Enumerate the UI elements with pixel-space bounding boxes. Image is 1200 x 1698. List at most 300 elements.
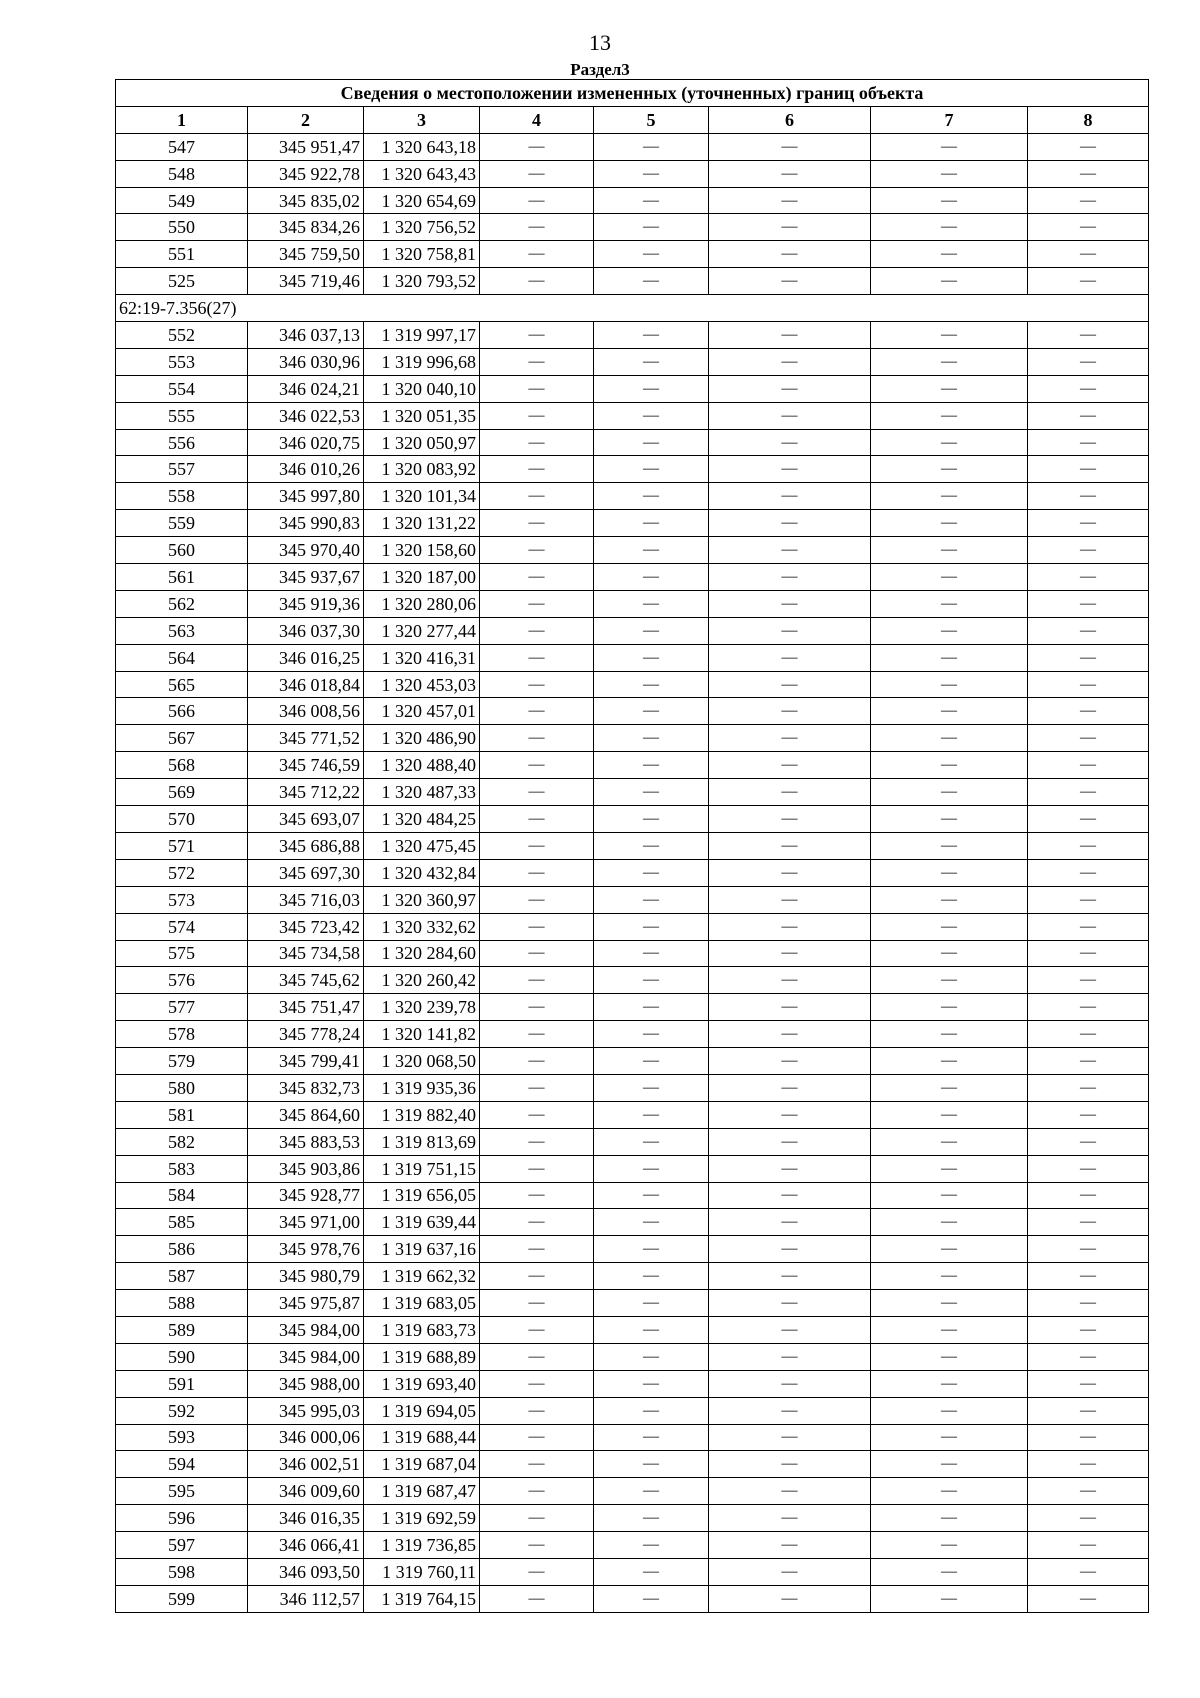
y-coordinate-cell: 1 319 688,44 xyxy=(364,1424,480,1451)
point-number-cell: 586 xyxy=(116,1236,248,1263)
y-coordinate-cell: 1 320 756,52 xyxy=(364,214,480,241)
empty-value-dash: — xyxy=(709,1101,871,1128)
empty-value-dash: — xyxy=(871,1048,1028,1075)
empty-value-dash: — xyxy=(1028,1263,1149,1290)
x-coordinate-cell: 345 980,79 xyxy=(248,1263,364,1290)
point-number-cell: 564 xyxy=(116,644,248,671)
point-number-cell: 570 xyxy=(116,806,248,833)
empty-value-dash: — xyxy=(594,456,709,483)
empty-value-dash: — xyxy=(709,859,871,886)
empty-value-dash: — xyxy=(709,832,871,859)
empty-value-dash: — xyxy=(1028,913,1149,940)
x-coordinate-cell: 345 903,86 xyxy=(248,1155,364,1182)
table-row xyxy=(116,1558,1149,1585)
empty-value-dash: — xyxy=(480,913,594,940)
y-coordinate-cell: 1 320 101,34 xyxy=(364,483,480,510)
x-coordinate-cell: 345 834,26 xyxy=(248,214,364,241)
empty-value-dash: — xyxy=(709,537,871,564)
y-coordinate-cell: 1 319 687,04 xyxy=(364,1451,480,1478)
empty-value-dash: — xyxy=(480,644,594,671)
empty-value-dash: — xyxy=(1028,1585,1149,1612)
table-row xyxy=(116,456,1149,483)
empty-value-dash: — xyxy=(1028,348,1149,375)
table-row xyxy=(116,644,1149,671)
y-coordinate-cell: 1 320 487,33 xyxy=(364,779,480,806)
table-row xyxy=(116,832,1149,859)
empty-value-dash: — xyxy=(594,832,709,859)
empty-value-dash: — xyxy=(480,241,594,268)
x-coordinate-cell: 346 020,75 xyxy=(248,429,364,456)
point-number-cell: 565 xyxy=(116,671,248,698)
empty-value-dash: — xyxy=(594,1263,709,1290)
empty-value-dash: — xyxy=(594,1048,709,1075)
empty-value-dash: — xyxy=(871,1155,1028,1182)
empty-value-dash: — xyxy=(709,725,871,752)
y-coordinate-cell: 1 320 083,92 xyxy=(364,456,480,483)
empty-value-dash: — xyxy=(709,590,871,617)
y-coordinate-cell: 1 320 280,06 xyxy=(364,590,480,617)
point-number-cell: 579 xyxy=(116,1048,248,1075)
y-coordinate-cell: 1 320 360,97 xyxy=(364,886,480,913)
table-body xyxy=(116,133,1149,1612)
empty-value-dash: — xyxy=(871,187,1028,214)
y-coordinate-cell: 1 319 935,36 xyxy=(364,1074,480,1101)
empty-value-dash: — xyxy=(480,1478,594,1505)
point-number-cell: 576 xyxy=(116,967,248,994)
x-coordinate-cell: 346 008,56 xyxy=(248,698,364,725)
table-row xyxy=(116,1505,1149,1532)
point-number-cell: 594 xyxy=(116,1451,248,1478)
empty-value-dash: — xyxy=(594,1290,709,1317)
empty-value-dash: — xyxy=(1028,967,1149,994)
empty-value-dash: — xyxy=(709,1316,871,1343)
empty-value-dash: — xyxy=(594,160,709,187)
empty-value-dash: — xyxy=(709,1343,871,1370)
y-coordinate-cell: 1 319 662,32 xyxy=(364,1263,480,1290)
point-number-cell: 572 xyxy=(116,859,248,886)
y-coordinate-cell: 1 320 416,31 xyxy=(364,644,480,671)
y-coordinate-cell: 1 320 187,00 xyxy=(364,564,480,591)
table-row xyxy=(116,1128,1149,1155)
empty-value-dash: — xyxy=(871,1021,1028,1048)
table-row xyxy=(116,725,1149,752)
point-number-cell: 597 xyxy=(116,1532,248,1559)
empty-value-dash: — xyxy=(709,940,871,967)
empty-value-dash: — xyxy=(480,1290,594,1317)
y-coordinate-cell: 1 319 996,68 xyxy=(364,348,480,375)
y-coordinate-cell: 1 320 051,35 xyxy=(364,402,480,429)
y-coordinate-cell: 1 320 643,18 xyxy=(364,133,480,160)
empty-value-dash: — xyxy=(1028,1155,1149,1182)
empty-value-dash: — xyxy=(1028,1236,1149,1263)
empty-value-dash: — xyxy=(871,322,1028,349)
y-coordinate-cell: 1 320 793,52 xyxy=(364,268,480,295)
empty-value-dash: — xyxy=(480,617,594,644)
empty-value-dash: — xyxy=(480,698,594,725)
point-number-cell: 551 xyxy=(116,241,248,268)
empty-value-dash: — xyxy=(594,725,709,752)
empty-value-dash: — xyxy=(594,1585,709,1612)
table-row xyxy=(116,752,1149,779)
empty-value-dash: — xyxy=(1028,806,1149,833)
empty-value-dash: — xyxy=(1028,1505,1149,1532)
point-number-cell: 569 xyxy=(116,779,248,806)
empty-value-dash: — xyxy=(871,1505,1028,1532)
y-coordinate-cell: 1 320 068,50 xyxy=(364,1048,480,1075)
empty-value-dash: — xyxy=(1028,617,1149,644)
empty-value-dash: — xyxy=(709,671,871,698)
x-coordinate-cell: 345 751,47 xyxy=(248,994,364,1021)
empty-value-dash: — xyxy=(594,617,709,644)
empty-value-dash: — xyxy=(871,456,1028,483)
empty-value-dash: — xyxy=(594,994,709,1021)
x-coordinate-cell: 346 018,84 xyxy=(248,671,364,698)
boundary-coordinates-table xyxy=(115,79,1149,1613)
empty-value-dash: — xyxy=(709,1424,871,1451)
empty-value-dash: — xyxy=(480,1182,594,1209)
point-number-cell: 596 xyxy=(116,1505,248,1532)
y-coordinate-cell: 1 320 643,43 xyxy=(364,160,480,187)
empty-value-dash: — xyxy=(871,940,1028,967)
point-number-cell: 525 xyxy=(116,268,248,295)
empty-value-dash: — xyxy=(480,886,594,913)
empty-value-dash: — xyxy=(871,1451,1028,1478)
table-row xyxy=(116,1048,1149,1075)
empty-value-dash: — xyxy=(709,1236,871,1263)
empty-value-dash: — xyxy=(709,617,871,644)
empty-value-dash: — xyxy=(594,698,709,725)
empty-value-dash: — xyxy=(1028,698,1149,725)
column-number: 7 xyxy=(871,106,1028,133)
y-coordinate-cell: 1 319 997,17 xyxy=(364,322,480,349)
point-number-cell: 554 xyxy=(116,375,248,402)
table-row xyxy=(116,214,1149,241)
empty-value-dash: — xyxy=(871,1290,1028,1317)
empty-value-dash: — xyxy=(709,375,871,402)
table-row xyxy=(116,348,1149,375)
table-row xyxy=(116,886,1149,913)
empty-value-dash: — xyxy=(871,1316,1028,1343)
point-number-cell: 559 xyxy=(116,510,248,537)
empty-value-dash: — xyxy=(871,994,1028,1021)
x-coordinate-cell: 345 970,40 xyxy=(248,537,364,564)
empty-value-dash: — xyxy=(594,671,709,698)
empty-value-dash: — xyxy=(480,456,594,483)
empty-value-dash: — xyxy=(594,1182,709,1209)
point-number-cell: 595 xyxy=(116,1478,248,1505)
empty-value-dash: — xyxy=(480,1048,594,1075)
point-number-cell: 589 xyxy=(116,1316,248,1343)
table-row xyxy=(116,160,1149,187)
point-number-cell: 583 xyxy=(116,1155,248,1182)
x-coordinate-cell: 345 995,03 xyxy=(248,1397,364,1424)
y-coordinate-cell: 1 319 751,15 xyxy=(364,1155,480,1182)
table-row xyxy=(116,429,1149,456)
empty-value-dash: — xyxy=(594,1505,709,1532)
page-number: 13 xyxy=(589,30,611,55)
empty-value-dash: — xyxy=(480,859,594,886)
empty-value-dash: — xyxy=(1028,429,1149,456)
y-coordinate-cell: 1 320 332,62 xyxy=(364,913,480,940)
x-coordinate-cell: 346 016,35 xyxy=(248,1505,364,1532)
empty-value-dash: — xyxy=(709,241,871,268)
empty-value-dash: — xyxy=(709,1182,871,1209)
table-row xyxy=(116,671,1149,698)
y-coordinate-cell: 1 320 432,84 xyxy=(364,859,480,886)
empty-value-dash: — xyxy=(1028,241,1149,268)
empty-value-dash: — xyxy=(1028,1074,1149,1101)
point-number-cell: 577 xyxy=(116,994,248,1021)
table-caption: Сведения о местоположении измененных (уточненных) границ объекта xyxy=(116,80,1149,107)
empty-value-dash: — xyxy=(594,1128,709,1155)
table-row xyxy=(116,1343,1149,1370)
empty-value-dash: — xyxy=(1028,590,1149,617)
empty-value-dash: — xyxy=(1028,510,1149,537)
point-number-cell: 552 xyxy=(116,322,248,349)
empty-value-dash: — xyxy=(480,1532,594,1559)
empty-value-dash: — xyxy=(709,268,871,295)
x-coordinate-cell: 345 978,76 xyxy=(248,1236,364,1263)
y-coordinate-cell: 1 320 141,82 xyxy=(364,1021,480,1048)
table-row xyxy=(116,940,1149,967)
empty-value-dash: — xyxy=(871,1558,1028,1585)
point-number-cell: 548 xyxy=(116,160,248,187)
empty-value-dash: — xyxy=(709,752,871,779)
column-number: 1 xyxy=(116,106,248,133)
empty-value-dash: — xyxy=(1028,644,1149,671)
y-coordinate-cell: 1 320 488,40 xyxy=(364,752,480,779)
empty-value-dash: — xyxy=(871,1532,1028,1559)
empty-value-dash: — xyxy=(871,1478,1028,1505)
empty-value-dash: — xyxy=(594,510,709,537)
y-coordinate-cell: 1 320 654,69 xyxy=(364,187,480,214)
empty-value-dash: — xyxy=(480,590,594,617)
empty-value-dash: — xyxy=(709,1074,871,1101)
table-row xyxy=(116,1316,1149,1343)
empty-value-dash: — xyxy=(1028,671,1149,698)
y-coordinate-cell: 1 320 484,25 xyxy=(364,806,480,833)
empty-value-dash: — xyxy=(594,1155,709,1182)
group-title: 62:19-7.356(27) xyxy=(116,295,1149,322)
empty-value-dash: — xyxy=(1028,1209,1149,1236)
x-coordinate-cell: 346 093,50 xyxy=(248,1558,364,1585)
x-coordinate-cell: 346 016,25 xyxy=(248,644,364,671)
empty-value-dash: — xyxy=(871,348,1028,375)
empty-value-dash: — xyxy=(1028,133,1149,160)
empty-value-dash: — xyxy=(871,241,1028,268)
x-coordinate-cell: 345 990,83 xyxy=(248,510,364,537)
x-coordinate-cell: 345 975,87 xyxy=(248,1290,364,1317)
x-coordinate-cell: 345 984,00 xyxy=(248,1316,364,1343)
empty-value-dash: — xyxy=(480,806,594,833)
y-coordinate-cell: 1 319 882,40 xyxy=(364,1101,480,1128)
empty-value-dash: — xyxy=(594,806,709,833)
column-number: 2 xyxy=(248,106,364,133)
empty-value-dash: — xyxy=(1028,1101,1149,1128)
empty-value-dash: — xyxy=(871,698,1028,725)
empty-value-dash: — xyxy=(480,133,594,160)
y-coordinate-cell: 1 319 683,05 xyxy=(364,1290,480,1317)
empty-value-dash: — xyxy=(709,160,871,187)
empty-value-dash: — xyxy=(709,886,871,913)
empty-value-dash: — xyxy=(709,133,871,160)
empty-value-dash: — xyxy=(480,160,594,187)
empty-value-dash: — xyxy=(1028,322,1149,349)
table-row xyxy=(116,1155,1149,1182)
x-coordinate-cell: 345 697,30 xyxy=(248,859,364,886)
empty-value-dash: — xyxy=(594,537,709,564)
x-coordinate-cell: 345 951,47 xyxy=(248,133,364,160)
empty-value-dash: — xyxy=(709,1532,871,1559)
empty-value-dash: — xyxy=(594,1532,709,1559)
x-coordinate-cell: 345 745,62 xyxy=(248,967,364,994)
point-number-cell: 563 xyxy=(116,617,248,644)
empty-value-dash: — xyxy=(480,1424,594,1451)
empty-value-dash: — xyxy=(480,671,594,698)
empty-value-dash: — xyxy=(594,644,709,671)
empty-value-dash: — xyxy=(1028,214,1149,241)
empty-value-dash: — xyxy=(594,1209,709,1236)
point-number-cell: 561 xyxy=(116,564,248,591)
empty-value-dash: — xyxy=(709,1558,871,1585)
empty-value-dash: — xyxy=(709,214,871,241)
empty-value-dash: — xyxy=(480,537,594,564)
empty-value-dash: — xyxy=(1028,1451,1149,1478)
x-coordinate-cell: 345 723,42 xyxy=(248,913,364,940)
empty-value-dash: — xyxy=(871,671,1028,698)
x-coordinate-cell: 345 778,24 xyxy=(248,1021,364,1048)
point-number-cell: 555 xyxy=(116,402,248,429)
empty-value-dash: — xyxy=(480,564,594,591)
empty-value-dash: — xyxy=(709,1370,871,1397)
empty-value-dash: — xyxy=(871,1263,1028,1290)
table-row xyxy=(116,698,1149,725)
empty-value-dash: — xyxy=(594,1370,709,1397)
column-number: 3 xyxy=(364,106,480,133)
table-row xyxy=(116,590,1149,617)
y-coordinate-cell: 1 320 239,78 xyxy=(364,994,480,1021)
x-coordinate-cell: 345 835,02 xyxy=(248,187,364,214)
empty-value-dash: — xyxy=(1028,187,1149,214)
x-coordinate-cell: 345 799,41 xyxy=(248,1048,364,1075)
empty-value-dash: — xyxy=(480,994,594,1021)
empty-value-dash: — xyxy=(594,752,709,779)
empty-value-dash: — xyxy=(871,886,1028,913)
x-coordinate-cell: 345 984,00 xyxy=(248,1343,364,1370)
empty-value-dash: — xyxy=(594,322,709,349)
empty-value-dash: — xyxy=(709,456,871,483)
empty-value-dash: — xyxy=(709,1505,871,1532)
empty-value-dash: — xyxy=(871,429,1028,456)
empty-value-dash: — xyxy=(871,402,1028,429)
empty-value-dash: — xyxy=(594,859,709,886)
empty-value-dash: — xyxy=(1028,779,1149,806)
table-row xyxy=(116,1397,1149,1424)
column-number: 8 xyxy=(1028,106,1149,133)
point-number-cell: 553 xyxy=(116,348,248,375)
column-number-row xyxy=(116,106,1149,133)
empty-value-dash: — xyxy=(709,348,871,375)
point-number-cell: 566 xyxy=(116,698,248,725)
group-header-row xyxy=(116,295,1149,322)
empty-value-dash: — xyxy=(1028,1532,1149,1559)
empty-value-dash: — xyxy=(480,322,594,349)
empty-value-dash: — xyxy=(480,1021,594,1048)
point-number-cell: 598 xyxy=(116,1558,248,1585)
y-coordinate-cell: 1 320 050,97 xyxy=(364,429,480,456)
point-number-cell: 558 xyxy=(116,483,248,510)
y-coordinate-cell: 1 320 486,90 xyxy=(364,725,480,752)
empty-value-dash: — xyxy=(594,429,709,456)
empty-value-dash: — xyxy=(709,779,871,806)
empty-value-dash: — xyxy=(1028,1128,1149,1155)
empty-value-dash: — xyxy=(709,429,871,456)
empty-value-dash: — xyxy=(871,832,1028,859)
point-number-cell: 590 xyxy=(116,1343,248,1370)
empty-value-dash: — xyxy=(594,779,709,806)
point-number-cell: 599 xyxy=(116,1585,248,1612)
empty-value-dash: — xyxy=(871,1074,1028,1101)
table-row xyxy=(116,483,1149,510)
table-caption-row xyxy=(116,80,1149,107)
point-number-cell: 567 xyxy=(116,725,248,752)
empty-value-dash: — xyxy=(871,510,1028,537)
x-coordinate-cell: 345 988,00 xyxy=(248,1370,364,1397)
x-coordinate-cell: 346 022,53 xyxy=(248,402,364,429)
empty-value-dash: — xyxy=(709,1128,871,1155)
empty-value-dash: — xyxy=(871,779,1028,806)
empty-value-dash: — xyxy=(1028,1370,1149,1397)
empty-value-dash: — xyxy=(594,187,709,214)
x-coordinate-cell: 345 997,80 xyxy=(248,483,364,510)
y-coordinate-cell: 1 320 260,42 xyxy=(364,967,480,994)
empty-value-dash: — xyxy=(871,1182,1028,1209)
table-row xyxy=(116,1478,1149,1505)
table-row xyxy=(116,537,1149,564)
empty-value-dash: — xyxy=(1028,564,1149,591)
empty-value-dash: — xyxy=(480,1505,594,1532)
empty-value-dash: — xyxy=(594,1478,709,1505)
x-coordinate-cell: 346 112,57 xyxy=(248,1585,364,1612)
empty-value-dash: — xyxy=(871,725,1028,752)
empty-value-dash: — xyxy=(1028,940,1149,967)
empty-value-dash: — xyxy=(594,133,709,160)
empty-value-dash: — xyxy=(709,698,871,725)
point-number-cell: 562 xyxy=(116,590,248,617)
table-row xyxy=(116,1101,1149,1128)
empty-value-dash: — xyxy=(1028,725,1149,752)
table-row xyxy=(116,1021,1149,1048)
y-coordinate-cell: 1 319 694,05 xyxy=(364,1397,480,1424)
empty-value-dash: — xyxy=(594,375,709,402)
empty-value-dash: — xyxy=(480,1074,594,1101)
empty-value-dash: — xyxy=(709,1021,871,1048)
x-coordinate-cell: 346 066,41 xyxy=(248,1532,364,1559)
empty-value-dash: — xyxy=(594,1236,709,1263)
empty-value-dash: — xyxy=(709,483,871,510)
empty-value-dash: — xyxy=(871,1585,1028,1612)
empty-value-dash: — xyxy=(871,1397,1028,1424)
y-coordinate-cell: 1 319 736,85 xyxy=(364,1532,480,1559)
x-coordinate-cell: 346 009,60 xyxy=(248,1478,364,1505)
x-coordinate-cell: 345 716,03 xyxy=(248,886,364,913)
empty-value-dash: — xyxy=(709,806,871,833)
table-row xyxy=(116,1424,1149,1451)
y-coordinate-cell: 1 320 131,22 xyxy=(364,510,480,537)
empty-value-dash: — xyxy=(871,806,1028,833)
point-number-cell: 547 xyxy=(116,133,248,160)
empty-value-dash: — xyxy=(480,187,594,214)
